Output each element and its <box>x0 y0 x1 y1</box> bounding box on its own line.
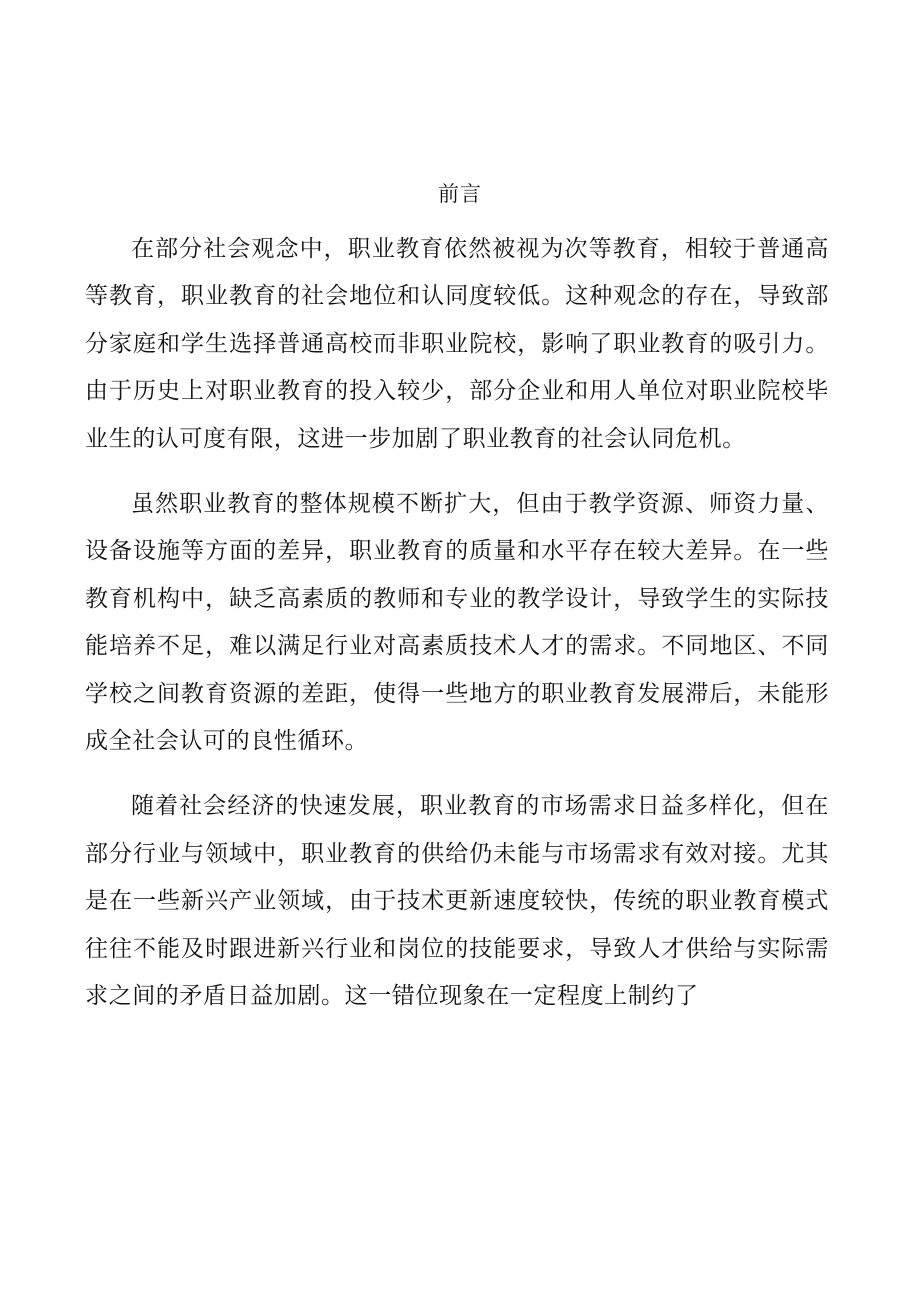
paragraph-2: 虽然职业教育的整体规模不断扩大，但由于教学资源、师资力量、设备设施等方面的差异，职业教育的质量和水平存在较大差异。在一些教育机构中，缺乏高素质的教师和专业的教学设计，导致学生的实际技能培养不足，难以满足行业对高素质技术人才的需求。不同地区、不同学校之间教育资源的差距，使得一些地方的职业教育发展滞后，未能形成全社会认可的良性循环。 <box>85 491 829 755</box>
paragraph-1: 在部分社会观念中，职业教育依然被视为次等教育，相较于普通高等教育，职业教育的社会地位和认同度较低。这种观念的存在，导致部分家庭和学生选择普通高校而非职业院校，影响了职业教育的吸引力。由于历史上对职业教育的投入较少，部分企业和用人单位对职业院校毕业生的认可度有限，这进一步加剧了职业教育的社会认同危机。 <box>85 236 829 452</box>
document-body <box>85 226 829 1039</box>
paragraph-3: 随着社会经济的快速发展，职业教育的市场需求日益多样化，但在部分行业与领域中，职业教育的供给仍未能与市场需求有效对接。尤其是在一些新兴产业领域，由于技术更新速度较快，传统的职业教育模式往往不能及时跟进新兴行业和岗位的技能要求，导致人才供给与实际需求之间的矛盾日益加剧。这一错位现象在一定程度上制约了 <box>85 793 829 1010</box>
page-title: 前言 <box>438 182 482 206</box>
